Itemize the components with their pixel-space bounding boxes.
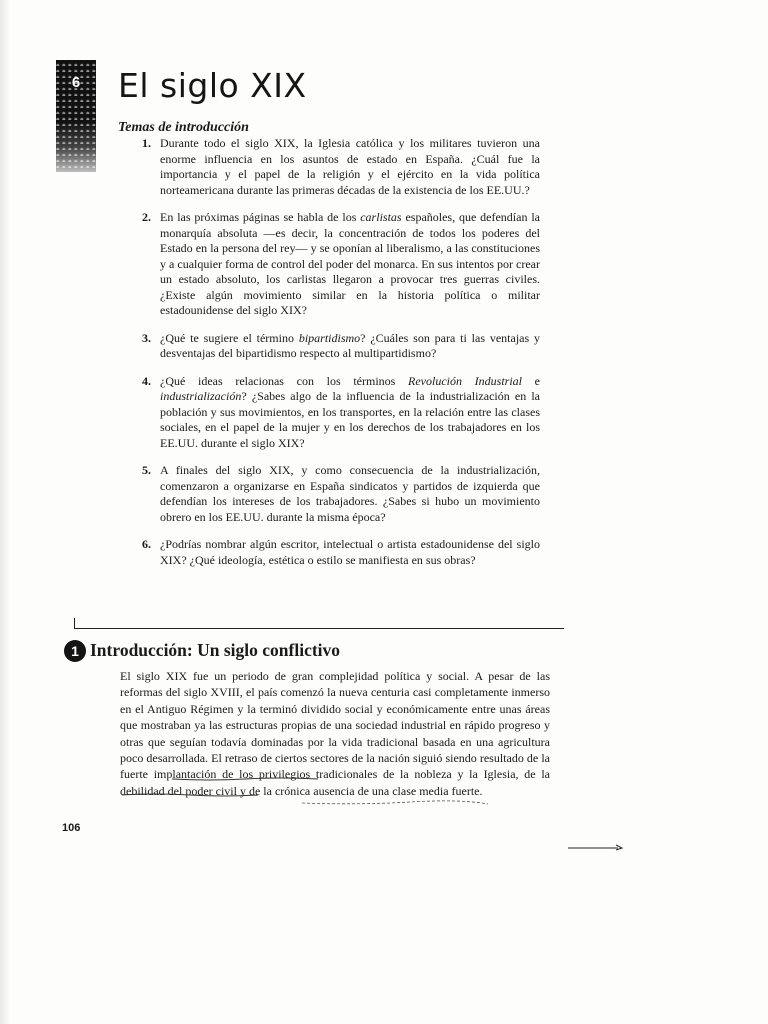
question-item-4: [140, 374, 540, 452]
section-divider-rule: [74, 628, 564, 629]
question-item-1: [140, 136, 540, 198]
section-title: Introducción: Un siglo conflictivo: [90, 640, 341, 660]
question-text: [160, 210, 540, 317]
question-text-part: En las próximas páginas se habla de los: [160, 210, 361, 224]
chapter-tab: [56, 60, 96, 172]
question-item-2: [140, 210, 540, 319]
question-term: bipartidismo: [298, 330, 361, 345]
question-item-3: [140, 331, 540, 362]
pencil-underline-mark: [120, 792, 260, 798]
question-item-6: [140, 537, 540, 568]
question-text: Durante todo el siglo XIX, la Iglesia católica y los militares tuvieron una enorme influencia en los asuntos de estado en España. ¿Cuál fue la importancia y el papel de la religión y el ejército en la vida política norteamericana durante las primeras décadas de la existencia de los EE.UU.?: [160, 136, 540, 197]
question-text: A finales del siglo XIX, y como consecuencia de la industrialización, comenzaron a organizarse en España sindicatos y partidos de izquierda que defendían los intereses de los trabajadores. ¿Sabes si hubo un movimiento obrero en los EE.UU. durante la misma época?: [160, 463, 540, 524]
question-number: 5.: [142, 463, 151, 477]
section-rule-tick: [74, 618, 75, 628]
arrow-right-icon: [566, 842, 626, 852]
question-item-5: [140, 463, 540, 525]
question-number: 6.: [142, 537, 151, 551]
intro-topics-heading: Temas de introducción: [118, 120, 249, 135]
question-number: 2.: [142, 210, 151, 224]
pencil-underline-mark: [170, 776, 320, 782]
chapter-title: El siglo XIX: [118, 66, 307, 105]
question-text-part: ¿Qué ideas relacionas con los términos: [160, 373, 408, 388]
question-text-part: ? ¿Cuáles son para ti las ventajas y desventajas del bipartidismo respecto al multipartidismo?: [160, 330, 540, 360]
page-number: 106: [62, 822, 81, 834]
intro-questions-list: [140, 136, 540, 580]
question-number: 1.: [142, 136, 151, 150]
question-text: ¿Podrías nombrar algún escritor, intelectual o artista estadounidense del siglo XIX? ¿Qué ideología, estética o estilo se manifiesta en sus obras?: [160, 537, 540, 567]
chapter-number: 6: [71, 74, 81, 91]
scan-edge-shadow: [0, 0, 10, 1024]
question-text: [160, 331, 540, 361]
question-term: industrialización: [160, 389, 242, 403]
question-text: [160, 374, 540, 450]
question-term: Revolución Industrial: [408, 373, 522, 388]
question-text-part: españoles, que defendían la monarquía absoluta —es decir, la concentración de todos los poderes del Estado en la persona del rey— y se oponían al liberalismo, a las constituciones y a cualquier forma de control del poder del monarca. En sus intentos por crear un estado absoluto, los carlistas llegaron a provocar tres guerras civiles. ¿Existe algún movimiento similar en la historia política o militar estadounidense del siglo XIX?: [160, 210, 540, 317]
question-text-part: e: [522, 373, 541, 388]
question-number: 3.: [142, 330, 151, 345]
question-text-part: ? ¿Sabes algo de la influencia de la industrialización en la población y sus movimientos, en los transportes, en la relación entre las clases sociales, en el papel de la mujer y en los derechos de los trabajadores en los EE.UU. durante el siglo XIX?: [160, 389, 540, 450]
section-body-paragraph: El siglo XIX fue un periodo de gran complejidad política y social. A pesar de las reformas del siglo XVIII, el país comenzó la nueva centuria casi completamente inmerso en el Antiguo Régimen y la terminó dividido social y económicamente entre unas áreas que mostraban ya las estructuras propias de una sociedad industrial en rápido progreso y otras que seguían todavía dominadas por la vida tradicional basada en una agricultura poco desarrollada. El retraso de ciertos sectores de la nación siguió siendo resultado de la fuerte implantación de los privilegios tradicionales de la nobleza y la Iglesia, de la debilidad del poder civil y de la crónica ausencia de una clase media fuerte.: [120, 669, 550, 798]
section-number-badge: 1: [64, 640, 86, 662]
question-text-part: ¿Qué te sugiere el término: [160, 330, 299, 345]
pencil-underline-mark: [300, 800, 490, 806]
question-term: carlistas: [360, 210, 402, 224]
question-number: 4.: [142, 373, 151, 388]
